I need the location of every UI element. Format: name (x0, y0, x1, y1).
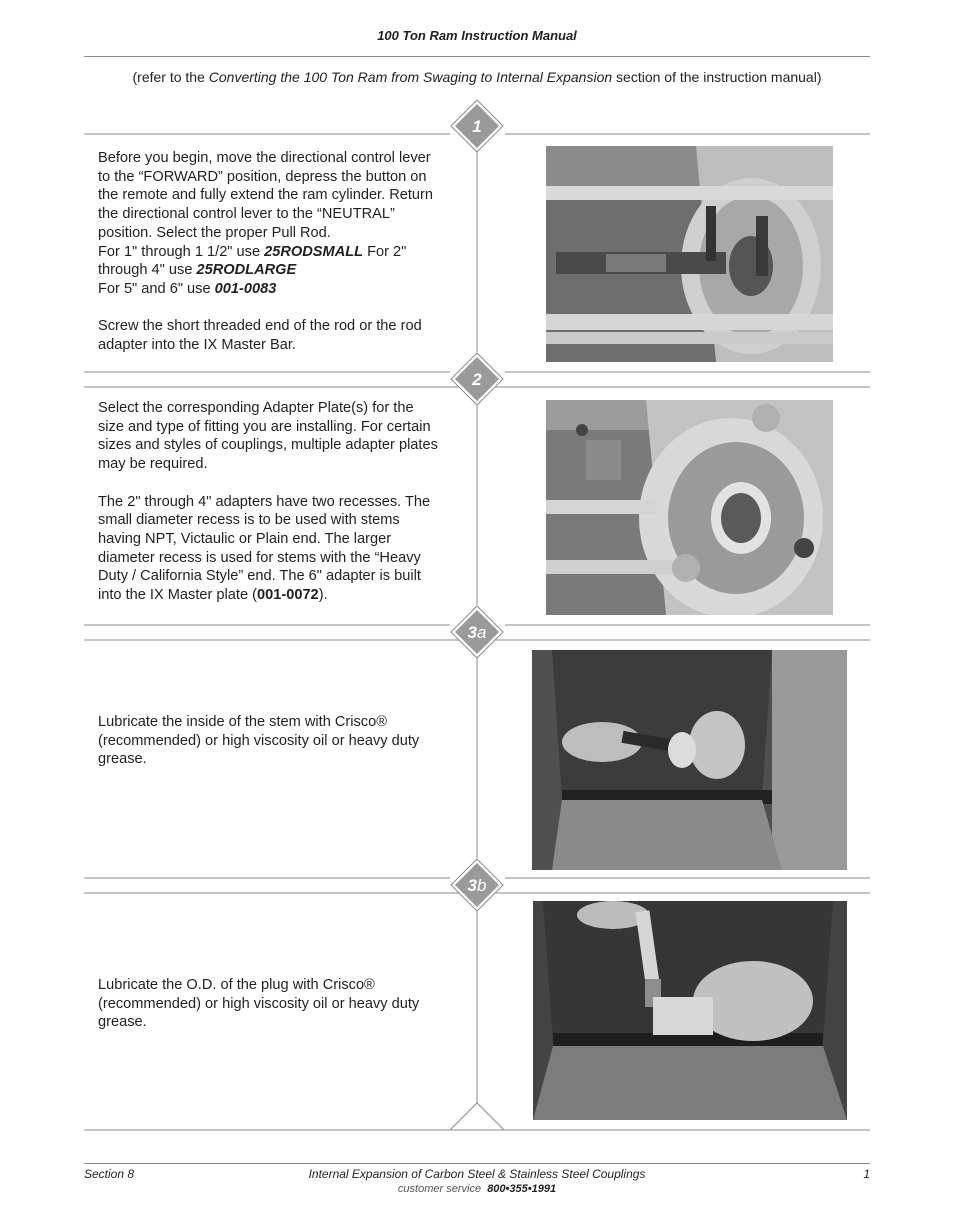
step-2-photo (546, 400, 833, 615)
customer-service-label: customer service (397, 1183, 482, 1195)
step-number-2: 2 (472, 370, 482, 389)
step-1-rod-small-line (98, 243, 466, 262)
rod-small-suffix: For 2" (363, 243, 407, 260)
rod-big-prefix: For 5" and 6" use (98, 280, 215, 297)
step-2-line: The 2" through 4" adapters have two recesses. The (98, 493, 431, 510)
reference-prefix: (refer to the (132, 69, 209, 85)
step-2-last-line (98, 586, 466, 605)
step-1-rod-large-line (98, 261, 466, 280)
reference-suffix: section of the instruction manual) (612, 69, 822, 85)
step-2-line: Duty / California Style” end. The 6" adapter is built (98, 568, 421, 585)
reference-section-title: Converting the 100 Ton Ram from Swaging to Internal Expansion (208, 69, 613, 85)
step-3b-line: grease. (98, 1014, 147, 1031)
step-1-line: the directional control lever to the “NEUTRAL” (98, 206, 395, 223)
step-3a-line: (recommended) or high viscosity oil or heavy duty (98, 732, 420, 749)
step-2-line: size and type of fitting you are installing. For certain (98, 418, 431, 435)
step-3b-text (98, 976, 466, 1032)
customer-service-phone: 800•355•1991 (487, 1183, 557, 1195)
step-2-line: sizes and styles of couplings, multiple adapter plates (98, 437, 438, 454)
step-2-line: Select the corresponding Adapter Plate(s) for the (98, 400, 414, 416)
step-badge-3b (449, 857, 505, 913)
step-1-line: position. Select the proper Pull Rod. (98, 224, 331, 241)
footer-section: Section 8 (84, 1167, 135, 1181)
svg-text:3a (468, 623, 487, 642)
step-badge-1 (449, 98, 505, 154)
part-001-0072: 001-0072 (257, 587, 319, 604)
step-2-line: may be required. (98, 456, 208, 473)
footer-page-number: 1 (863, 1167, 870, 1181)
footer-customer-service (0, 1183, 954, 1195)
step-1-line: Screw the short threaded end of the rod or the rod (98, 318, 422, 335)
step-1-text (98, 149, 466, 355)
footer-rule (84, 1163, 870, 1164)
rod-small-prefix: For 1" through 1 1/2" use (98, 243, 265, 260)
step-3b-photo (533, 901, 847, 1120)
step-1-line: adapter into the IX Master Bar. (98, 337, 296, 354)
manual-title: 100 Ton Ram Instruction Manual (377, 28, 577, 43)
last-line-prefix: into the IX Master plate ( (98, 587, 257, 604)
step-1-line: the remote and fully extend the ram cylinder. Return (98, 187, 434, 204)
part-25rodlarge: 25RODLARGE (196, 262, 297, 279)
part-25rodsmall: 25RODSMALL (264, 243, 364, 260)
step-number-1: 1 (472, 117, 482, 136)
last-line-suffix: ). (318, 587, 328, 604)
svg-text:3b (468, 876, 487, 895)
step-3a-text (98, 713, 466, 769)
step-1-photo (546, 146, 833, 362)
step-1-rod-big-line (98, 280, 466, 299)
step-2-line: having NPT, Victaulic or Plain end. The larger (98, 530, 392, 547)
step-number-3a-main: 3 (467, 623, 477, 642)
step-number-3a-sub: a (477, 623, 487, 642)
step-number-3b-sub: b (477, 876, 487, 895)
step-1-line: to the “FORWARD” position, depress the button on (98, 168, 427, 185)
step-number-3b-main: 3 (467, 876, 477, 895)
step-badge-3a (449, 604, 505, 660)
step-2-text (98, 399, 466, 605)
footer-doc-title: Internal Expansion of Carbon Steel & Stainless Steel Couplings (308, 1167, 646, 1181)
step-3b-line: Lubricate the O.D. of the plug with Crisco® (98, 977, 375, 993)
step-3a-line: grease. (98, 751, 147, 768)
step-3a-photo (532, 650, 847, 870)
step-2-line: diameter recess is used for stems with the “Heavy (98, 549, 421, 566)
step-2-line: small diameter recess is to be used with stems (98, 512, 400, 529)
rod-large-prefix: through 4" use (98, 262, 197, 279)
step-3a-line: Lubricate the inside of the stem with Crisco® (98, 714, 387, 730)
step-3b-line: (recommended) or high viscosity oil or heavy duty (98, 995, 420, 1012)
step-1-line: Before you begin, move the directional control lever (98, 150, 431, 166)
part-001-0083: 001-0083 (214, 280, 277, 297)
